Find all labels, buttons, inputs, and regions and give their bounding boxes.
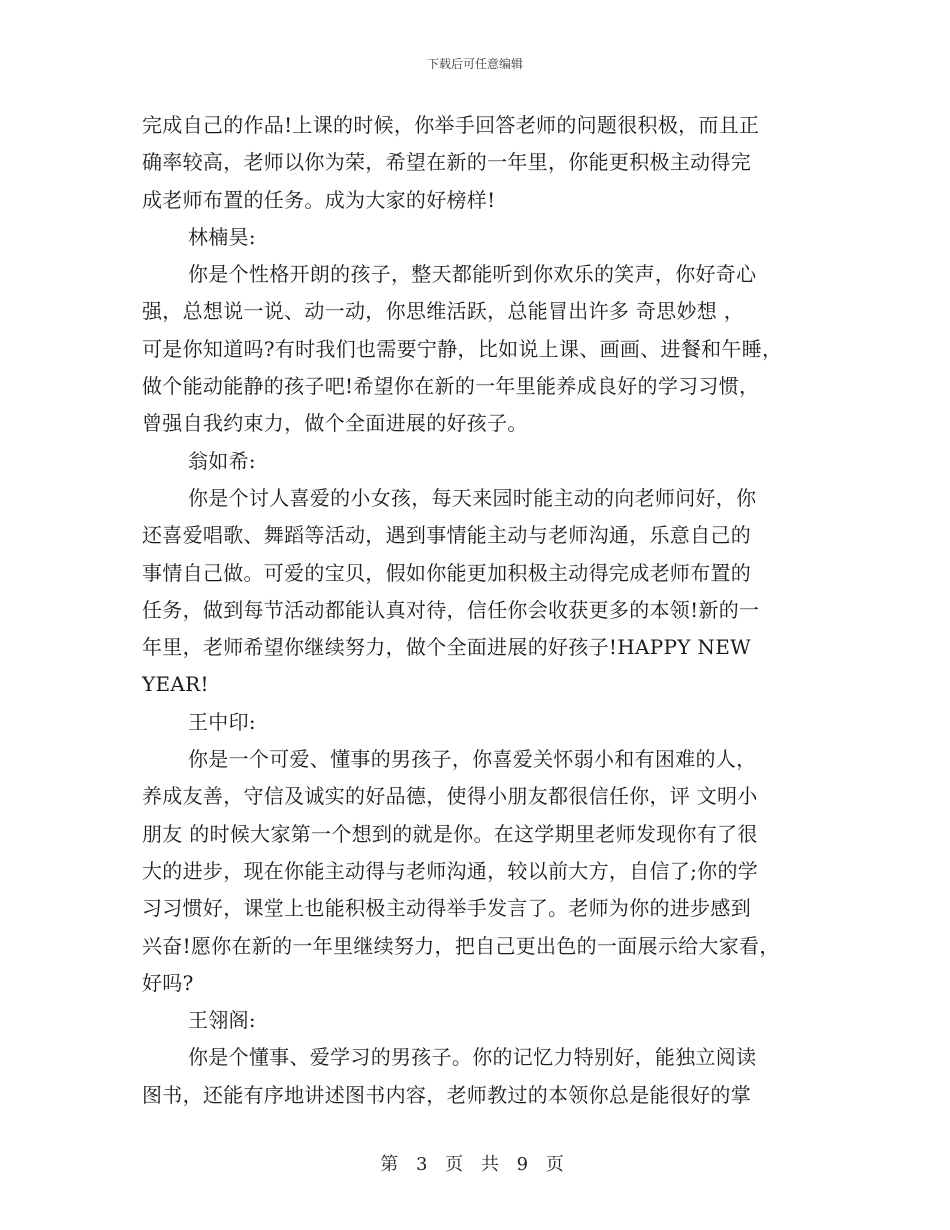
student-name-heading: 林楠昊: bbox=[188, 224, 256, 249]
text-line: 你是个讨人喜爱的小女孩，每天来园时能主动的向老师问好，你 bbox=[188, 485, 757, 510]
page-footer: 第 3 页 共 9 页 bbox=[380, 1154, 570, 1175]
document-body bbox=[142, 107, 832, 1114]
text-line: 强，总想说一说、动一动，你思维活跃，总能冒出许多 奇思妙想 ， bbox=[142, 299, 745, 324]
text-line: 养成友善，守信及诚实的好品德，使得小朋友都很信任你，评 文明小 bbox=[142, 784, 758, 809]
text-line: 做个能动能静的孩子吧!希望你在新的一年里能养成良好的学习习惯， bbox=[142, 374, 760, 399]
text-line: 成老师布置的任务。成为大家的好榜样! bbox=[142, 187, 496, 212]
text-line: 可是你知道吗?有时我们也需要宁静，比如说上课、画画、进餐和午睡， bbox=[142, 336, 783, 361]
text-line: 习习惯好，课堂上也能积极主动得举手发言了。老师为你的进步感到 bbox=[142, 896, 751, 921]
text-line: 曾强自我约束力，做个全面进展的好孩子。 bbox=[142, 411, 528, 436]
text-line: 图书，还能有序地讲述图书内容，老师教过的本领你总是能很好的掌 bbox=[142, 1082, 751, 1107]
text-line: 大的进步，现在你能主动得与老师沟通，较以前大方，自信了;你的学 bbox=[142, 858, 759, 883]
text-line: 年里，老师希望你继续努力，做个全面进展的好孩子!HAPPY NEW bbox=[142, 635, 751, 660]
text-line: YEAR! bbox=[142, 672, 209, 697]
text-line: 你是个性格开朗的孩子，整天都能听到你欢乐的笑声，你好奇心 bbox=[188, 262, 757, 287]
text-line: 任务，做到每节活动都能认真对待，信任你会收获更多的本领!新的一 bbox=[142, 597, 760, 622]
student-name-heading: 翁如希: bbox=[188, 448, 256, 473]
text-line: 好吗? bbox=[142, 970, 194, 995]
student-name-heading: 王中印: bbox=[188, 709, 256, 734]
text-line: 兴奋!愿你在新的一年里继续努力，把自己更出色的一面展示给大家看， bbox=[142, 933, 780, 958]
text-line: 朋友 的时候大家第一个想到的就是你。在这学期里老师发现你有了很 bbox=[142, 821, 758, 846]
text-line: 事情自己做。可爱的宝贝，假如你能更加积极主动得完成老师布置的 bbox=[142, 560, 751, 585]
text-line: 完成自己的作品!上课的时候，你举手回答老师的问题很积极，而且正 bbox=[142, 113, 760, 137]
text-line: 确率较高，老师以你为荣，希望在新的一年里，你能更积极主动得完 bbox=[142, 150, 751, 175]
text-line: 你是个懂事、爱学习的男孩子。你的记忆力特别好，能独立阅读 bbox=[188, 1045, 757, 1070]
student-name-heading: 王翎阁: bbox=[188, 1008, 256, 1033]
page-header: 下载后可任意编辑 bbox=[426, 57, 523, 71]
text-line: 你是一个可爱、懂事的男孩子，你喜爱关怀弱小和有困难的人， bbox=[188, 747, 757, 772]
text-line: 还喜爱唱歌、舞蹈等活动，遇到事情能主动与老师沟通，乐意自己的 bbox=[142, 523, 751, 548]
